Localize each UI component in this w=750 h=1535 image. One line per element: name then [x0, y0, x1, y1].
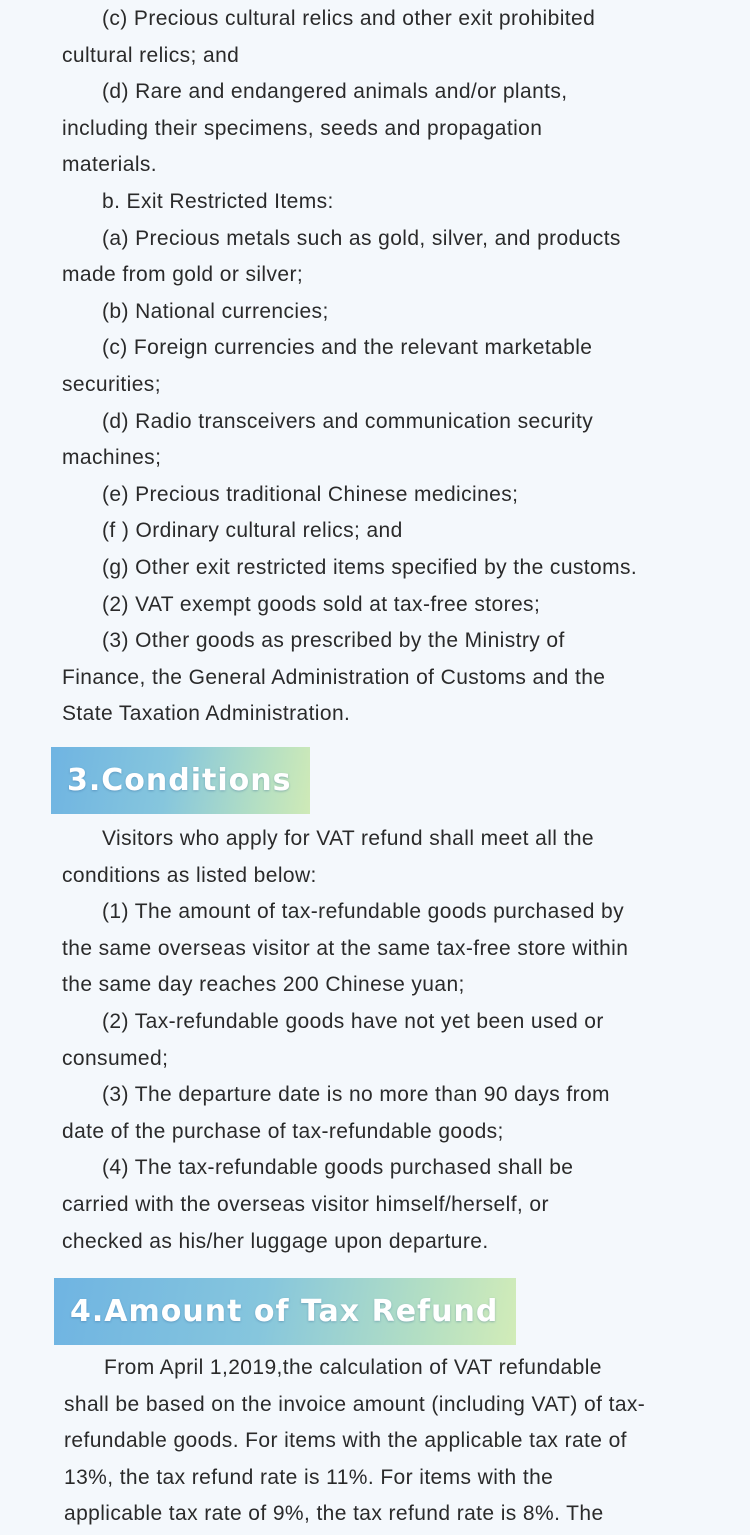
list-line: Finance, the General Administration of Customs and the: [62, 665, 606, 689]
subsection-label: b. Exit Restricted Items:: [102, 189, 334, 213]
tax-refund-text: [64, 1350, 714, 1533]
list-line: (g) Other exit restricted items specified by the customs.: [102, 555, 638, 579]
list-line: securities;: [62, 372, 161, 396]
paragraph-line: the same day reaches 200 Chinese yuan;: [62, 973, 465, 997]
paragraph-line: From April 1,2019,the calculation of VAT refundable: [104, 1356, 602, 1379]
paragraph-line: Visitors who apply for VAT refund shall meet all the: [102, 827, 594, 850]
section-heading-conditions: 3.Conditions: [51, 747, 310, 814]
conditions-text: [62, 821, 712, 1260]
list-line: (c) Foreign currencies and the relevant marketable: [102, 336, 593, 360]
exit-items-list: [62, 1, 712, 733]
list-line: (b) National currencies;: [102, 299, 329, 323]
paragraph-line: conditions as listed below:: [62, 863, 317, 887]
list-line: (2) VAT exempt goods sold at tax-free stores;: [102, 592, 541, 616]
paragraph-line: (3) The departure date is no more than 90 days from: [102, 1083, 610, 1107]
paragraph-line: (2) Tax-refundable goods have not yet been used or: [102, 1009, 604, 1033]
list-line: cultural relics; and: [62, 43, 240, 67]
section-heading-amount-of-tax-refund: 4.Amount of Tax Refund: [54, 1278, 516, 1345]
paragraph-line: (4) The tax-refundable goods purchased shall be: [102, 1156, 574, 1180]
paragraph-line: the same overseas visitor at the same tax-free store within: [62, 936, 629, 960]
list-line: including their specimens, seeds and propagation: [62, 116, 543, 140]
list-line: (d) Rare and endangered animals and/or plants,: [102, 80, 568, 104]
paragraph-line: refundable goods. For items with the applicable tax rate of: [64, 1429, 627, 1453]
paragraph-line: checked as his/her luggage upon departure.: [62, 1229, 489, 1253]
paragraph-line: applicable tax rate of 9%, the tax refund rate is 8%. The: [64, 1502, 604, 1526]
list-line: State Taxation Administration.: [62, 702, 351, 726]
paragraph-line: consumed;: [62, 1046, 169, 1070]
list-line: (d) Radio transceivers and communication security: [102, 409, 594, 433]
list-line: materials.: [62, 153, 158, 177]
list-line: made from gold or silver;: [62, 263, 304, 287]
list-line: (f ) Ordinary cultural relics; and: [102, 519, 403, 543]
paragraph-line: carried with the overseas visitor himself/herself, or: [62, 1192, 549, 1216]
paragraph-line: (1) The amount of tax-refundable goods purchased by: [102, 900, 624, 924]
list-line: (e) Precious traditional Chinese medicines;: [102, 482, 519, 506]
list-line: (c) Precious cultural relics and other exit prohibited: [102, 7, 596, 30]
list-line: (3) Other goods as prescribed by the Ministry of: [102, 629, 565, 653]
list-line: machines;: [62, 446, 162, 470]
paragraph-line: 13%, the tax refund rate is 11%. For items with the: [64, 1465, 554, 1489]
paragraph-line: date of the purchase of tax-refundable goods;: [62, 1119, 504, 1143]
paragraph-line: shall be based on the invoice amount (including VAT) of tax-: [64, 1392, 646, 1416]
list-line: (a) Precious metals such as gold, silver, and products: [102, 226, 621, 250]
